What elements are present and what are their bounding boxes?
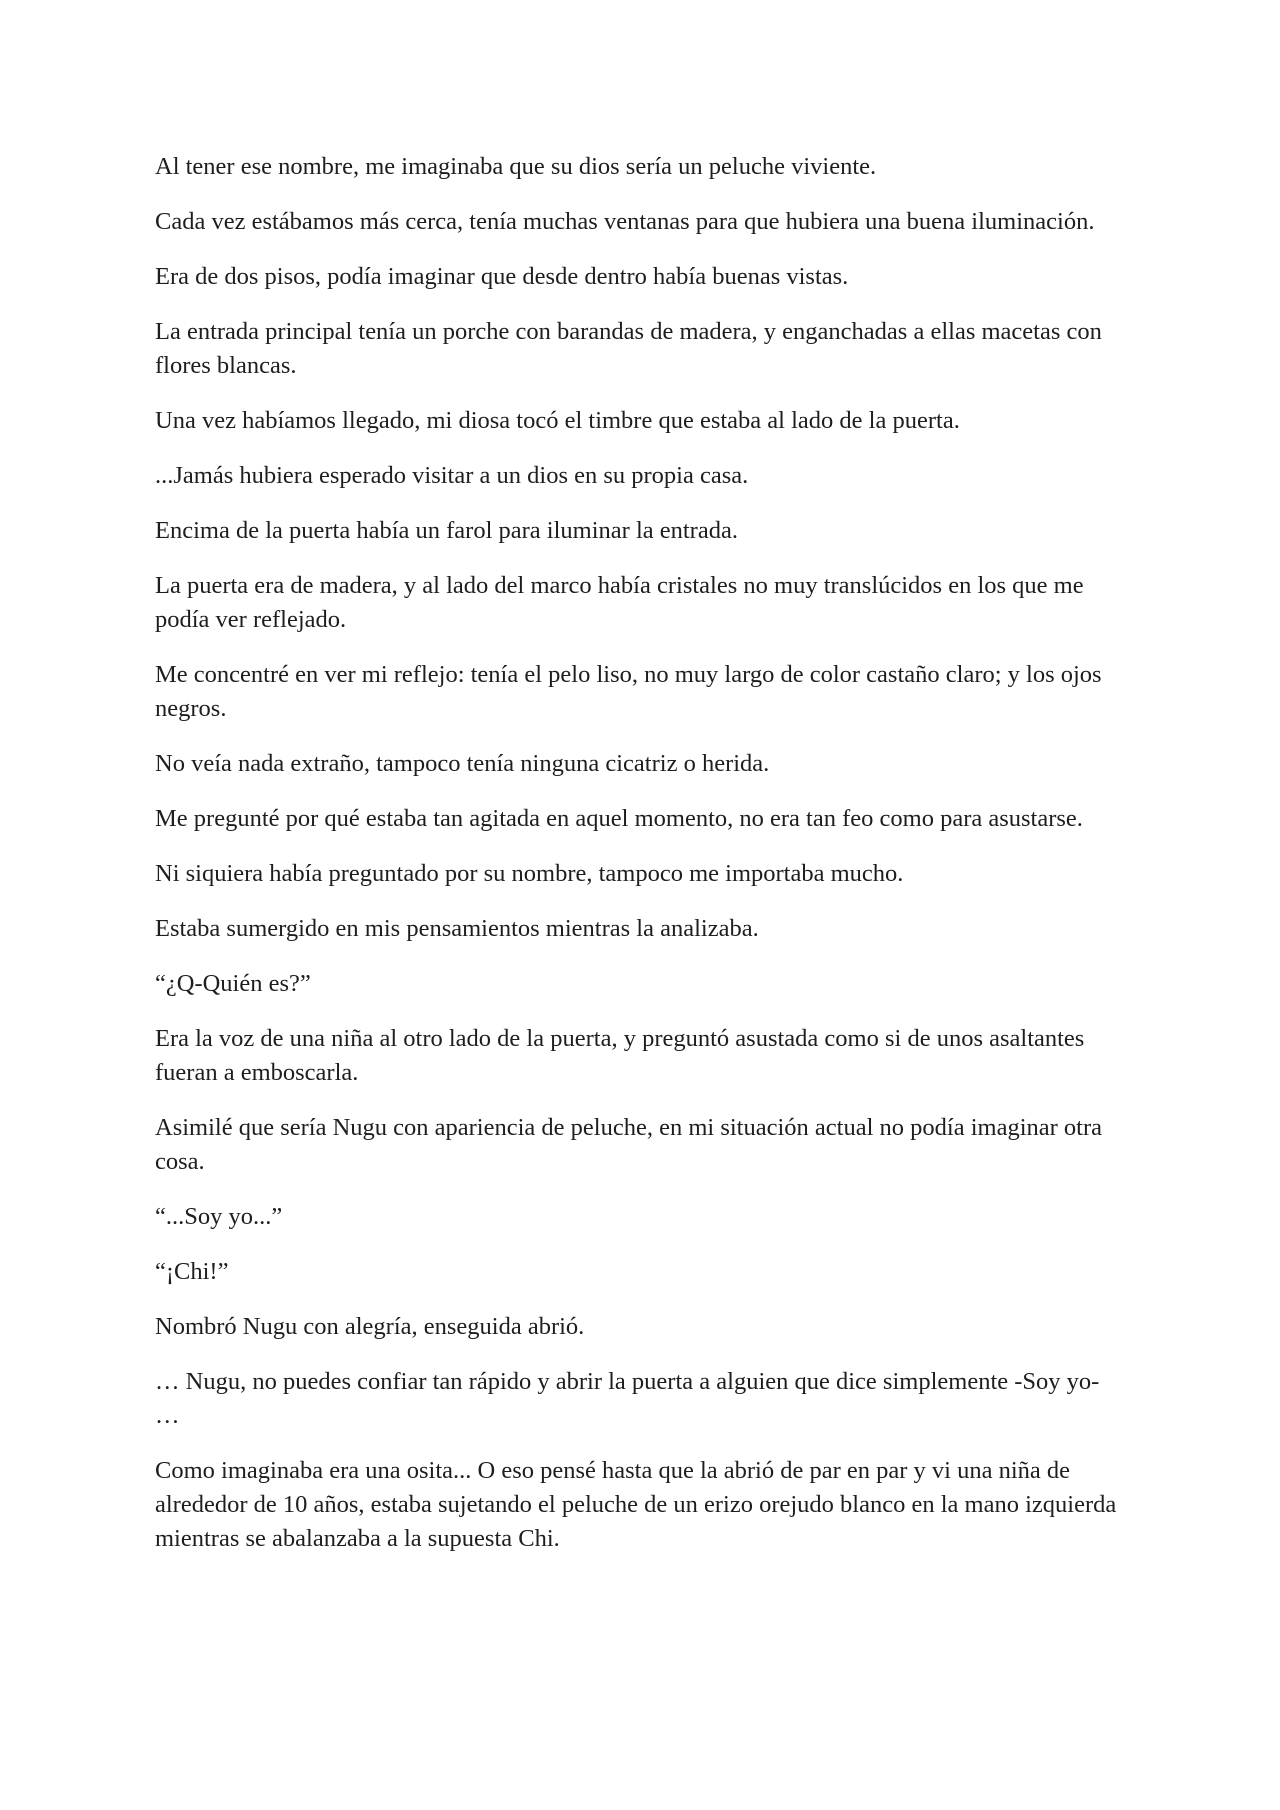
paragraph: Me concentré en ver mi reflejo: tenía el pelo liso, no muy largo de color castaño claro; y los ojos negros. (155, 661, 1102, 722)
paragraph: No veía nada extraño, tampoco tenía ninguna cicatriz o herida. (155, 750, 770, 777)
paragraph: Era la voz de una niña al otro lado de la puerta, y preguntó asustada como si de unos asaltantes fueran a emboscarla. (155, 1025, 1085, 1086)
dialogue-line: “¿Q-Quién es?” (155, 970, 311, 997)
dialogue-line: “¡Chi!” (155, 1258, 229, 1285)
paragraph: La puerta era de madera, y al lado del marco había cristales no muy translúcidos en los que me podía ver reflejado. (155, 572, 1084, 633)
paragraph: Nombró Nugu con alegría, enseguida abrió. (155, 1313, 585, 1340)
paragraph: Al tener ese nombre, me imaginaba que su dios sería un peluche viviente. (155, 153, 877, 180)
paragraph: Como imaginaba era una osita... O eso pensé hasta que la abrió de par en par y vi una niña de alrededor de 10 años, estaba sujetando el peluche de un erizo orejudo blanco en la mano izquierda mientras se abalanzaba a la supuesta Chi. (155, 1457, 1117, 1552)
paragraph: Cada vez estábamos más cerca, tenía muchas ventanas para que hubiera una buena iluminación. (155, 208, 1095, 235)
dialogue-line: “...Soy yo...” (155, 1203, 283, 1230)
paragraph: Asimilé que sería Nugu con apariencia de peluche, en mi situación actual no podía imaginar otra cosa. (155, 1114, 1102, 1175)
paragraph: Una vez habíamos llegado, mi diosa tocó el timbre que estaba al lado de la puerta. (155, 407, 960, 434)
paragraph: Ni siquiera había preguntado por su nombre, tampoco me importaba mucho. (155, 860, 904, 887)
paragraph: Estaba sumergido en mis pensamientos mientras la analizaba. (155, 915, 759, 942)
paragraph: ...Jamás hubiera esperado visitar a un dios en su propia casa. (155, 462, 749, 489)
paragraph: … Nugu, no puedes confiar tan rápido y abrir la puerta a alguien que dice simplemente -Soy yo- … (155, 1368, 1100, 1429)
paragraph: La entrada principal tenía un porche con barandas de madera, y enganchadas a ellas macetas con flores blancas. (155, 318, 1102, 379)
paragraph: Encima de la puerta había un farol para iluminar la entrada. (155, 517, 738, 544)
paragraph: Me pregunté por qué estaba tan agitada en aquel momento, no era tan feo como para asustarse. (155, 805, 1083, 832)
paragraph: Era de dos pisos, podía imaginar que desde dentro había buenas vistas. (155, 263, 849, 290)
body-text (155, 150, 1125, 1577)
